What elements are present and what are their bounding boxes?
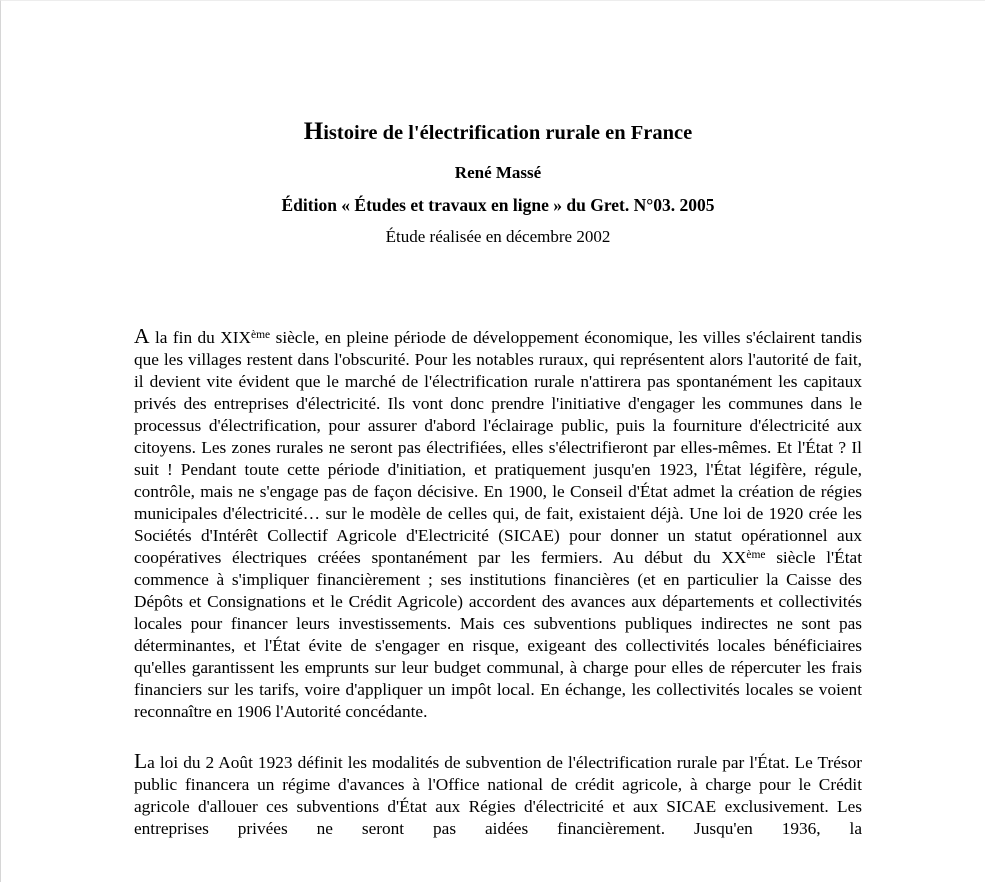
- study-note-line: Étude réalisée en décembre 2002: [385, 227, 611, 246]
- paragraph-2-initial: L: [134, 749, 148, 773]
- paragraph-2-text: a loi du 2 Août 1923 définit les modalités de subvention de l'électrification rurale par l'État. Le Trésor public financera un régime d'avances à l'Office national de crédit agricole, à charge pour le Crédit agricole d'allouer ces subventions d'État aux Régies d'électricité et aux SICAE exclusivement. Les entreprises privées ne seront pas aidées financièrement. Jusqu'en 1936, la: [134, 753, 862, 838]
- document-header: [134, 119, 862, 247]
- century-ordinal-superscript: ème: [251, 328, 271, 341]
- paragraph-2: [134, 751, 862, 840]
- paragraph-1-text: siècle, en pleine période de développement économique, les villes s'éclairent tandis que les villages restent dans l'obscurité. Pour les notables ruraux, qui représentent alors l'autorité de fait, il devient vite évident que le marché de l'électrification rurale n'attirera pas spontanément les capitaux privés des entreprises d'électricité. Ils vont donc prendre l'initiative d'engager les communes dans le processus d'électrification, pour assurer d'abord l'éclairage public, puis la fourniture d'électricité aux citoyens. Les zones rurales ne seront pas électrifiées, elles s'électrifieront par elles-mêmes. Et l'État ? Il suit ! Pendant toute cette période d'initiation, et pratiquement jusqu'en 1923, l'État légifère, régule, contrôle, mais ne s'engage pas de façon décisive. En 1900, le Conseil d'État admet la création de régies municipales d'électricité… sur le modèle de celles qui, de fait, existaient déjà. Une loi de 1920 crée les Sociétés d'Intérêt Collectif Agricole d'Electricité (SICAE) pour donner un statut opérationnel aux coopératives électriques créées spontanément par les fermiers. Au début du XX: [134, 328, 862, 567]
- author-line: René Massé: [454, 163, 542, 182]
- paragraph-1-initial: A: [134, 324, 150, 348]
- page-title: [134, 119, 862, 146]
- edition-line: Édition « Études et travaux en ligne » du Gret. N°03. 2005: [281, 195, 715, 215]
- paragraph-1: [134, 326, 862, 723]
- century-ordinal-superscript: ème: [746, 548, 766, 561]
- page-title-rest: istoire de l'électrification rurale en France: [323, 122, 693, 144]
- paragraph-1-text: la fin du XIX: [149, 328, 251, 347]
- page-title-initial: H: [303, 118, 324, 145]
- document-body: [134, 326, 862, 840]
- paragraph-1-text: siècle l'État commence à s'impliquer financièrement ; ses institutions financières (et en particulier la Caisse des Dépôts et Consignations et le Crédit Agricole) accordent des avances aux départements et collectivités locales pour financer leurs investissements. Mais ces subventions publiques indirectes ne sont pas déterminantes, et l'État évite de s'engager en risque, exigeant des collectivités locales bénéficiaires qu'elles garantissent les emprunts sur leur budget communal, à charge pour elles de répercuter les frais financiers sur les tarifs, voire d'appliquer un impôt local. En échange, les collectivités locales se voient reconnaître en 1906 l'Autorité concédante.: [134, 548, 862, 721]
